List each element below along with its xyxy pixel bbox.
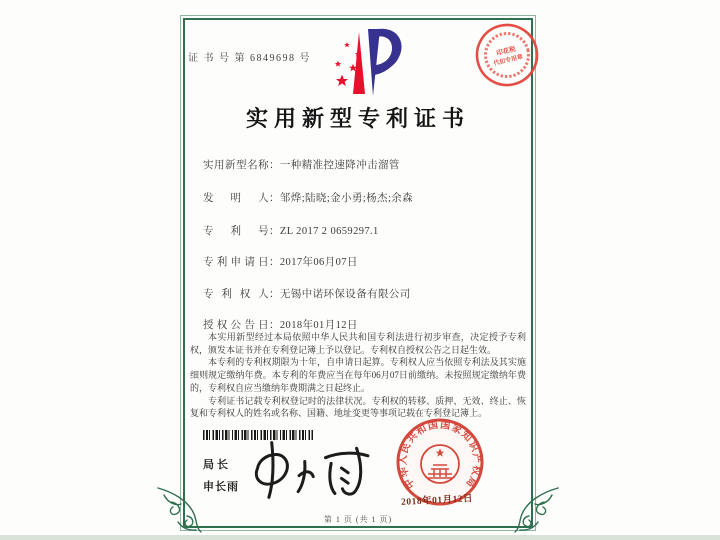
field-label: 发明人 <box>203 193 269 204</box>
corner-flourish-icon <box>512 486 560 534</box>
field-value: ：2018年01月12日 <box>269 320 358 331</box>
field-label: 专利权人 <box>203 289 269 300</box>
patent-office-logo-icon <box>322 24 406 102</box>
field-value: ：一种精准控速降冲击溜管 <box>269 160 400 171</box>
body-paragraph: 本实用新型经过本局依照中华人民共和国专利法进行初步审查，决定授予专利权，颁发本证书并在专利登记簿上予以登记。专利权自授权公告之日起生效。 <box>190 332 526 355</box>
seal-date: 2018年01月12日 <box>400 494 474 508</box>
commissioner-name: 申长雨 <box>203 481 239 493</box>
field-label: 专利号 <box>203 226 269 237</box>
seal-ring-text: 中华人民共和国国家知识产权局 <box>397 419 483 491</box>
field-value: ：无锡中诺环保设备有限公司 <box>269 289 411 300</box>
page-number: 第 1 页 (共 1 页) <box>323 515 393 524</box>
field-value: ：2017年06月07日 <box>269 257 358 268</box>
stamp-line2: 代扣专用章 <box>493 54 524 68</box>
field-value: ：ZL 2017 2 0659297.1 <box>269 226 379 237</box>
field-utility-model-name <box>203 157 400 172</box>
certificate-number: 证 书 号 第 6849698 号 <box>188 53 311 64</box>
field-grant-date <box>203 317 358 332</box>
field-label: 授权公告日 <box>203 320 269 331</box>
field-patentee <box>203 286 411 301</box>
commissioner-title: 局长 <box>203 459 231 471</box>
page-title: 实用新型专利证书 <box>245 106 470 131</box>
field-filing-date <box>203 254 358 269</box>
field-label: 专利申请日 <box>203 257 269 268</box>
stamp-line1: 印花税 <box>495 45 517 58</box>
corner-flourish-icon <box>156 486 204 534</box>
field-inventors <box>203 190 413 205</box>
field-patent-number <box>203 223 379 238</box>
scan-edge <box>0 535 720 540</box>
field-value: ：邹烨;陆晓;金小勇;杨杰;余森 <box>269 193 414 204</box>
field-label: 实用新型名称 <box>203 160 269 171</box>
signature-handwriting <box>238 436 396 502</box>
body-paragraph: 专利证书记载专利权登记时的法律状况。专利权的转移、质押、无效、终止、恢复和专利权人的姓名或名称、国籍、地址变更等事项记载在专利登记簿上。 <box>190 395 526 419</box>
certificate-body <box>190 331 526 420</box>
body-paragraph: 本专利的专利权期限为十年，自申请日起算。专利权人应当依照专利法及其实施细则规定缴纳年费。本专利的年费应当在每年06月07日前缴纳。未按照规定缴纳年费的，专利权自应当缴纳年费期满之日起终止。 <box>190 357 526 393</box>
